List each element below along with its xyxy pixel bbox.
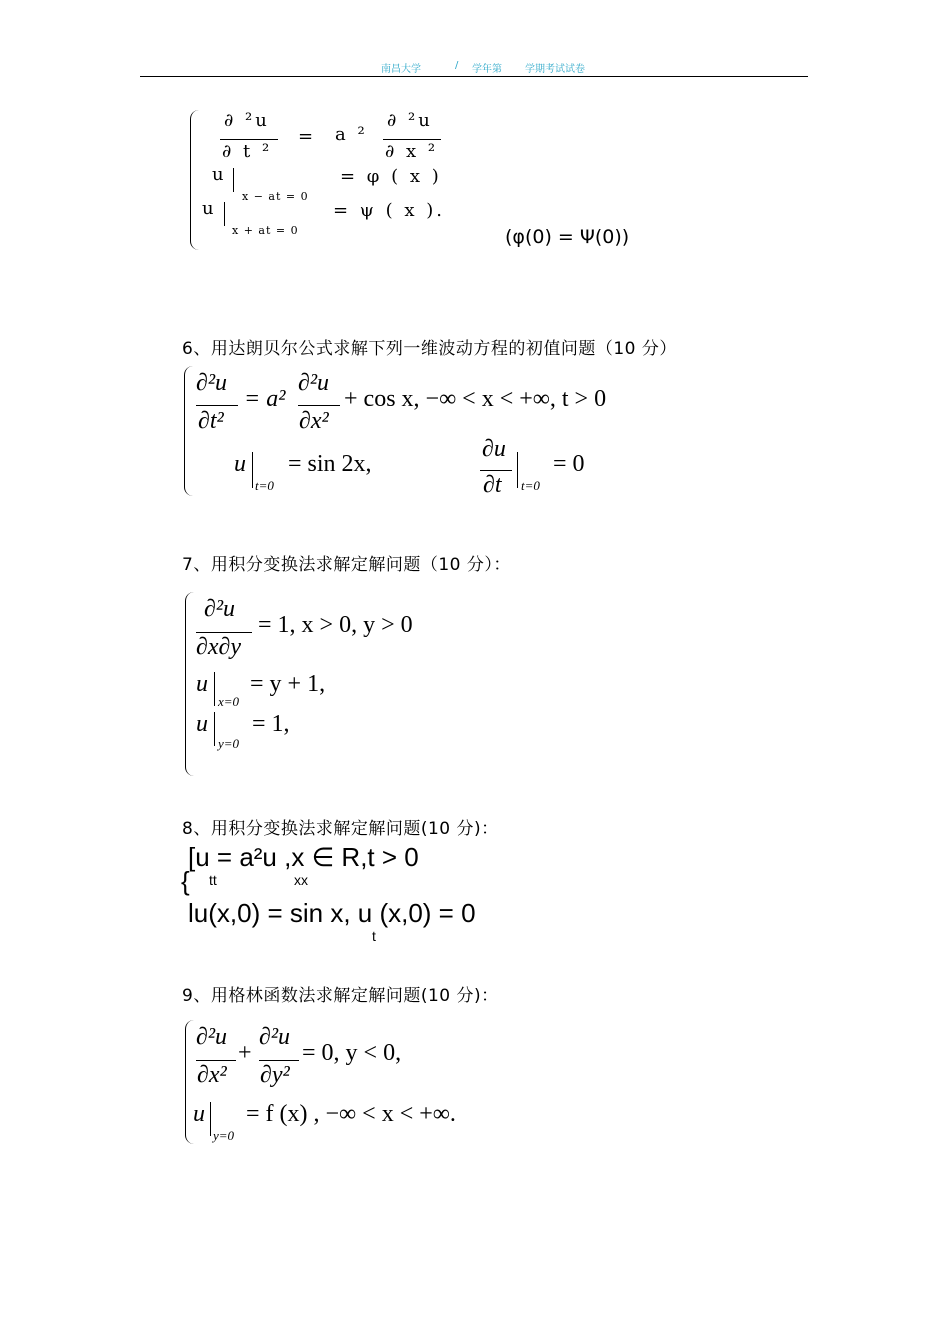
p7-eq2-evalbar bbox=[214, 672, 215, 706]
p7-eq2-u: u bbox=[196, 671, 208, 697]
p9-eq1-den2: ∂y² bbox=[260, 1062, 290, 1088]
p9-eq1-den1: ∂x² bbox=[197, 1062, 227, 1088]
p6-eq2-sub: t=0 bbox=[255, 478, 274, 493]
p6-eq3-bar bbox=[480, 470, 512, 471]
p6-eq1-num2: ∂²u bbox=[298, 370, 330, 396]
p6-eq2-evalbar bbox=[252, 452, 253, 488]
p5-eq3-evalbar bbox=[224, 202, 225, 226]
p6-eq2-u: u bbox=[234, 451, 246, 477]
p6-eq1-mid: = a² bbox=[244, 386, 286, 412]
p7-brace bbox=[185, 592, 194, 776]
p5-eq1-bar-right bbox=[383, 139, 441, 140]
header-term: 学期考试试卷 bbox=[525, 64, 585, 75]
p9-eq1-bar2 bbox=[259, 1060, 299, 1061]
p8-line2-sub-t: t bbox=[372, 928, 376, 944]
p8-line2: lu(x,0) = sin x, u (x,0) = 0 bbox=[188, 898, 476, 928]
p9-title: 9、用格林函数法求解定解问题(10 分)： bbox=[182, 986, 499, 1006]
p6-eq1-num: ∂²u bbox=[196, 370, 228, 396]
p7-eq3-evalbar bbox=[214, 712, 215, 746]
p8-line1-sub-tt: tt bbox=[209, 872, 217, 888]
p7-eq2-rhs: = y + 1, bbox=[250, 671, 326, 697]
p5-eq1-den-right: ∂ x ² bbox=[385, 141, 439, 162]
p7-eq3-u: u bbox=[196, 711, 208, 737]
p7-eq3-rhs: = 1, bbox=[252, 711, 290, 737]
header-year: 学年第 bbox=[472, 64, 502, 75]
p5-eq1-num-left: ∂ ²u bbox=[224, 110, 270, 131]
p8-line1-sub-xx: xx bbox=[294, 872, 308, 888]
p9-eq2-u: u bbox=[193, 1101, 205, 1127]
p5-eq2-sub: x − at = 0 bbox=[242, 190, 309, 203]
p9-eq2-rhs: = f (x) , −∞ < x < +∞. bbox=[246, 1101, 456, 1127]
p5-eq3-rhs: = ψ ( x ). bbox=[333, 200, 446, 221]
p7-eq3-sub: y=0 bbox=[218, 736, 240, 751]
p9-eq2-sub: y=0 bbox=[213, 1128, 235, 1143]
p9-eq1-num2: ∂²u bbox=[259, 1024, 291, 1050]
p9-eq1-rhs: = 0, y < 0, bbox=[302, 1040, 402, 1066]
p9-eq1-bar1 bbox=[196, 1060, 236, 1061]
p6-eq1-den2: ∂x² bbox=[299, 408, 329, 434]
p5-condition: (φ(0) = Ψ(0)) bbox=[505, 226, 630, 248]
p6-eq1-rhs: + cos x, −∞ < x < +∞, t > 0 bbox=[344, 386, 607, 412]
p7-eq1-rhs: = 1, x > 0, y > 0 bbox=[258, 612, 413, 638]
p6-eq3-num: ∂u bbox=[482, 436, 506, 462]
p6-eq3-sub: t=0 bbox=[521, 478, 540, 493]
p7-eq2-sub: x=0 bbox=[218, 694, 240, 709]
p6-eq1-bar2 bbox=[298, 405, 340, 406]
p7-eq1-bar bbox=[196, 632, 252, 633]
p5-eq2-u: u bbox=[212, 164, 227, 185]
p5-eq1-den-left: ∂ t ² bbox=[222, 141, 273, 162]
p9-eq1-plus: + bbox=[238, 1040, 252, 1066]
p6-eq1-bar bbox=[196, 405, 238, 406]
p6-brace bbox=[184, 366, 193, 496]
p7-title: 7、用积分变换法求解定解问题（10 分）： bbox=[182, 555, 511, 575]
p7-eq1-num: ∂²u bbox=[204, 596, 236, 622]
p5-eq3-sub: x + at = 0 bbox=[232, 224, 299, 237]
p9-eq2-evalbar bbox=[210, 1102, 211, 1136]
p6-eq3-den: ∂t bbox=[483, 472, 502, 498]
p5-eq1-num-right: ∂ ²u bbox=[387, 110, 433, 131]
p8-line1: [u = a²u ,x ∈ R,t > 0 bbox=[188, 842, 419, 872]
p5-eq3-u: u bbox=[202, 198, 217, 219]
p5-eq2-evalbar bbox=[233, 168, 234, 192]
p5-eq1-eq: = bbox=[298, 126, 317, 147]
p6-eq1-den: ∂t² bbox=[198, 408, 224, 434]
header-slash: / bbox=[455, 60, 459, 71]
header-rule bbox=[140, 76, 808, 77]
p8-title: 8、用积分变换法求解定解问题(10 分)： bbox=[182, 819, 499, 839]
p5-eq2-rhs: = φ ( x ) bbox=[340, 166, 442, 187]
p6-eq3-evalbar bbox=[517, 452, 518, 488]
p8-brace: { bbox=[181, 866, 190, 896]
p7-eq1-den: ∂x∂y bbox=[196, 634, 242, 660]
p9-eq1-num1: ∂²u bbox=[196, 1024, 228, 1050]
p6-eq3-rhs: = 0 bbox=[553, 451, 585, 477]
p5-brace bbox=[190, 110, 199, 250]
p5-eq1-bar-left bbox=[220, 139, 278, 140]
p6-title: 6、用达朗贝尔公式求解下列一维波动方程的初值问题（10 分） bbox=[182, 339, 677, 359]
p6-eq2-rhs: = sin 2x, bbox=[288, 451, 372, 477]
p5-eq1-coef: a ² bbox=[335, 124, 368, 145]
header-university: 南昌大学 bbox=[381, 64, 421, 75]
